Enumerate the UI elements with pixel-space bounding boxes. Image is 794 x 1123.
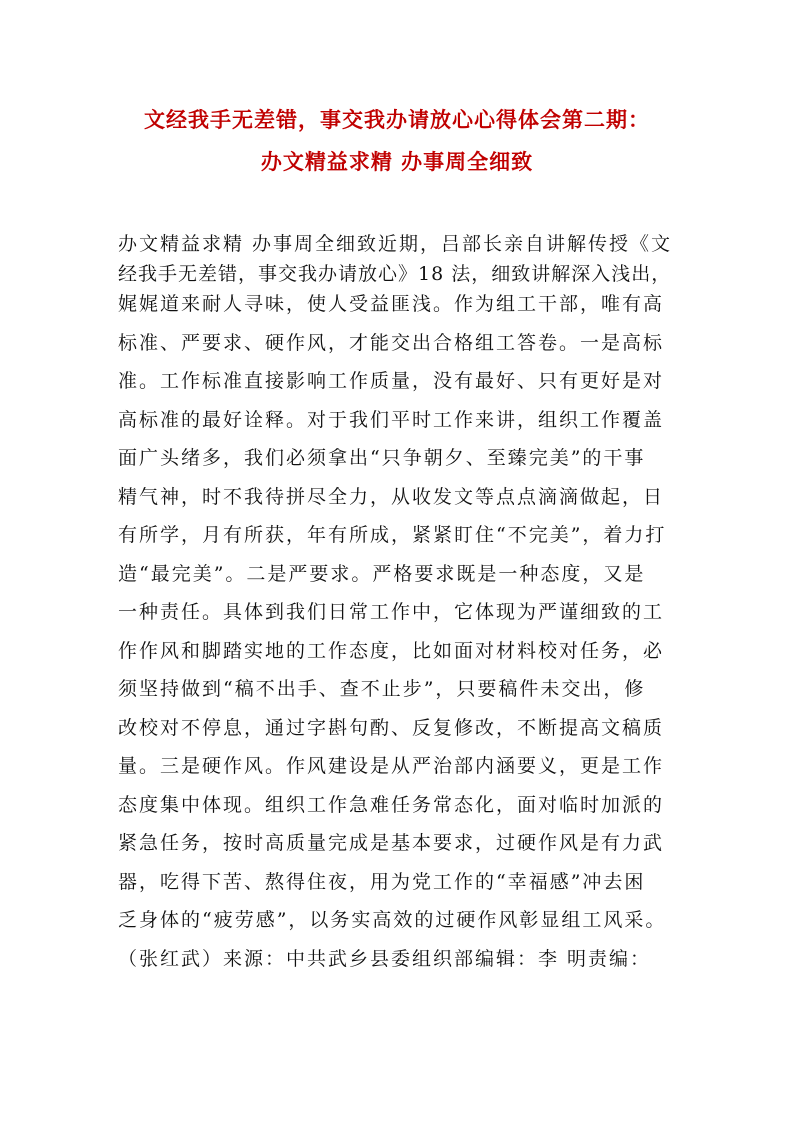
body-line-15: 量。三是硬作风。作风建设是从严治部内涵要义，更是工作 (118, 755, 665, 777)
body-line-1: 办文精益求精 办事周全细致近期，吕部长亲自讲解传授《文 (118, 233, 673, 255)
body-line-8: 精气神，时不我待拼尽全力，从收发文等点点滴滴做起，日 (118, 486, 665, 508)
body-line-10: 造“最完美”。二是严要求。严格要求既是一种态度，又是 (118, 563, 646, 585)
body-line-6: 高标准的最好诠释。对于我们平时工作来讲，组织工作覆盖 (118, 409, 665, 431)
body-line-18: 器，吃得下苦、熬得住夜，用为党工作的“幸福感”冲去困 (118, 871, 646, 893)
body-line-11: 一种责任。具体到我们日常工作中，它体现为严谨细致的工 (118, 601, 665, 623)
body-line-3: 娓娓道来耐人寻味，使人受益匪浅。作为组工干部，唯有高 (118, 293, 665, 315)
body-line-12: 作作风和脚踏实地的工作态度，比如面对材料校对任务，必 (118, 640, 665, 662)
body-line-16: 态度集中体现。组织工作急难任务常态化，面对临时加派的 (118, 794, 665, 816)
body-line-19: 乏身体的“疲劳感”，以务实高效的过硬作风彰显组工风采。 (118, 909, 667, 931)
body-line-9: 有所学，月有所获，年有所成，紧紧盯住“不完美”，着力打 (118, 524, 667, 546)
body-line-13: 须坚持做到“稿不出手、查不止步”，只要稿件未交出，修 (118, 678, 646, 700)
body-line-5: 准。工作标准直接影响工作质量，没有最好、只有更好是对 (118, 370, 665, 392)
body-line-20: （张红武）来源：中共武乡县委组织部编辑：李 明责编： (118, 948, 652, 970)
document-title-line-1: 文经我手无差错，事交我办请放心心得体会第二期： (144, 107, 650, 132)
body-line-4: 标准、严要求、硬作风，才能交出合格组工答卷。一是高标 (118, 332, 665, 354)
document-title-line-2: 办文精益求精 办事周全细致 (260, 149, 534, 174)
body-line-14: 改校对不停息，通过字斟句酌、反复修改，不断提高文稿质 (118, 717, 665, 739)
body-line-2: 经我手无差错，事交我办请放心》18 法，细致讲解深入浅出， (118, 263, 672, 285)
body-line-17: 紧急任务，按时高质量完成是基本要求，过硬作风是有力武 (118, 832, 665, 854)
body-line-7: 面广头绪多，我们必须拿出“只争朝夕、至臻完美”的干事 (118, 447, 646, 469)
